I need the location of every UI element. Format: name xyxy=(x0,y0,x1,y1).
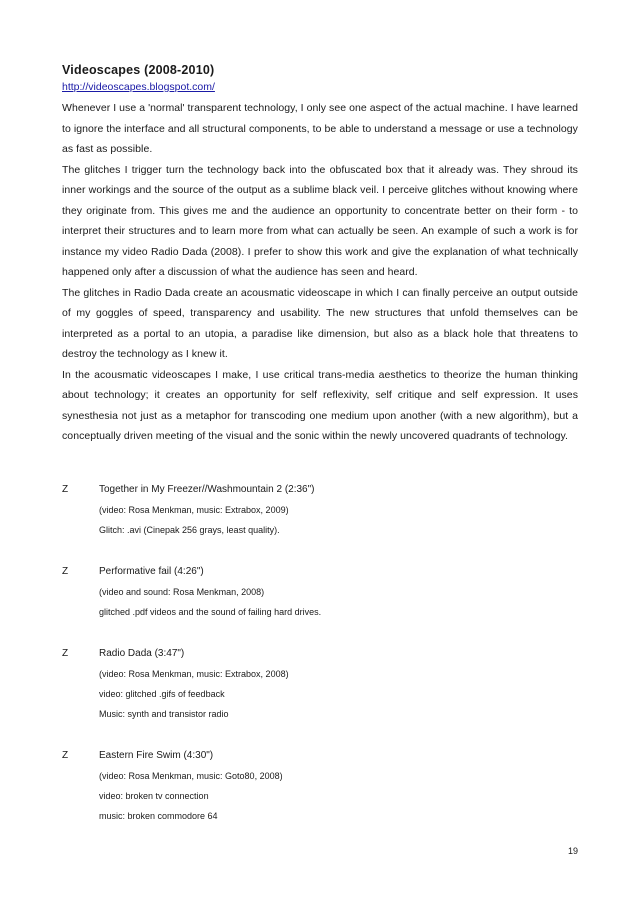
work-detail: video: glitched .gifs of feedback xyxy=(99,688,225,699)
work-detail: video: broken tv connection xyxy=(99,790,209,801)
work-detail: Glitch: .avi (Cinepak 256 grays, least quality). xyxy=(99,524,280,535)
work-title: Together in My Freezer//Washmountain 2 (2:36") xyxy=(99,483,315,495)
work-title: Eastern Fire Swim (4:30") xyxy=(99,749,214,761)
work-item xyxy=(62,746,578,826)
work-item xyxy=(62,480,578,540)
work-detail: Music: synth and transistor radio xyxy=(99,708,229,719)
document-page xyxy=(62,62,578,848)
work-detail: glitched .pdf videos and the sound of failing hard drives. xyxy=(99,606,322,617)
blog-link[interactable]: http://videoscapes.blogspot.com/ xyxy=(62,81,215,93)
work-item xyxy=(62,644,578,724)
work-title: Radio Dada (3:47") xyxy=(99,647,185,659)
paragraph-3: The glitches in Radio Dada create an acousmatic videoscape in which I can finally perceive an output outside of my goggles of speed, transparency and usability. The new structures that unfold themselves can be interpreted as a portal to an utopia, a paradise like dimension, but also as a black hole that threatens to destroy the technology as I knew it. xyxy=(62,286,578,360)
work-credit: (video: Rosa Menkman, music: Extrabox, 2009) xyxy=(99,504,289,515)
paragraph-4: In the acousmatic videoscapes I make, I use critical trans-media aesthetics to theorize the human thinking about technology; it creates an opportunity for self reflexivity, self critique and self expression. It uses synesthesia not just as a metaphor for transcoding one medium upon another (with a new algorithm), but a conceptually driven meeting of the visual and the sonic within the newly uncovered quadrants of technology. xyxy=(62,368,578,442)
bullet-marker: Z xyxy=(62,749,69,761)
work-detail: music: broken commodore 64 xyxy=(99,810,218,821)
page-number: 19 xyxy=(568,846,579,856)
paragraph-1: Whenever I use a 'normal' transparent technology, I only see one aspect of the actual machine. I have learned to ignore the interface and all structural components, to be able to understand a message or use a technology as fast as possible. xyxy=(62,102,578,155)
work-credit: (video and sound: Rosa Menkman, 2008) xyxy=(99,586,265,597)
works-list xyxy=(62,480,578,826)
bullet-marker: Z xyxy=(62,647,69,659)
work-item xyxy=(62,562,578,622)
page-title: Videoscapes (2008-2010) xyxy=(62,63,215,77)
work-title: Performative fail (4:26") xyxy=(99,565,204,577)
work-credit: (video: Rosa Menkman, music: Goto80, 2008) xyxy=(99,770,283,781)
paragraph-2: The glitches I trigger turn the technology back into the obfuscated box that it already was. They shroud its inner workings and the source of the output as a sublime black veil. I perceive glitches without knowing where they originate from. This gives me and the audience an opportunity to concentrate better on their form - to interpret their structures and to learn more from what can actually be seen. An example of such a work is for instance my video Radio Dada (2008). I prefer to show this work and give the explanation of what technically happened only after a discussion of what the audience has seen and heard. xyxy=(62,163,578,278)
bullet-marker: Z xyxy=(62,565,69,577)
work-credit: (video: Rosa Menkman, music: Extrabox, 2008) xyxy=(99,668,289,679)
bullet-marker: Z xyxy=(62,483,69,495)
